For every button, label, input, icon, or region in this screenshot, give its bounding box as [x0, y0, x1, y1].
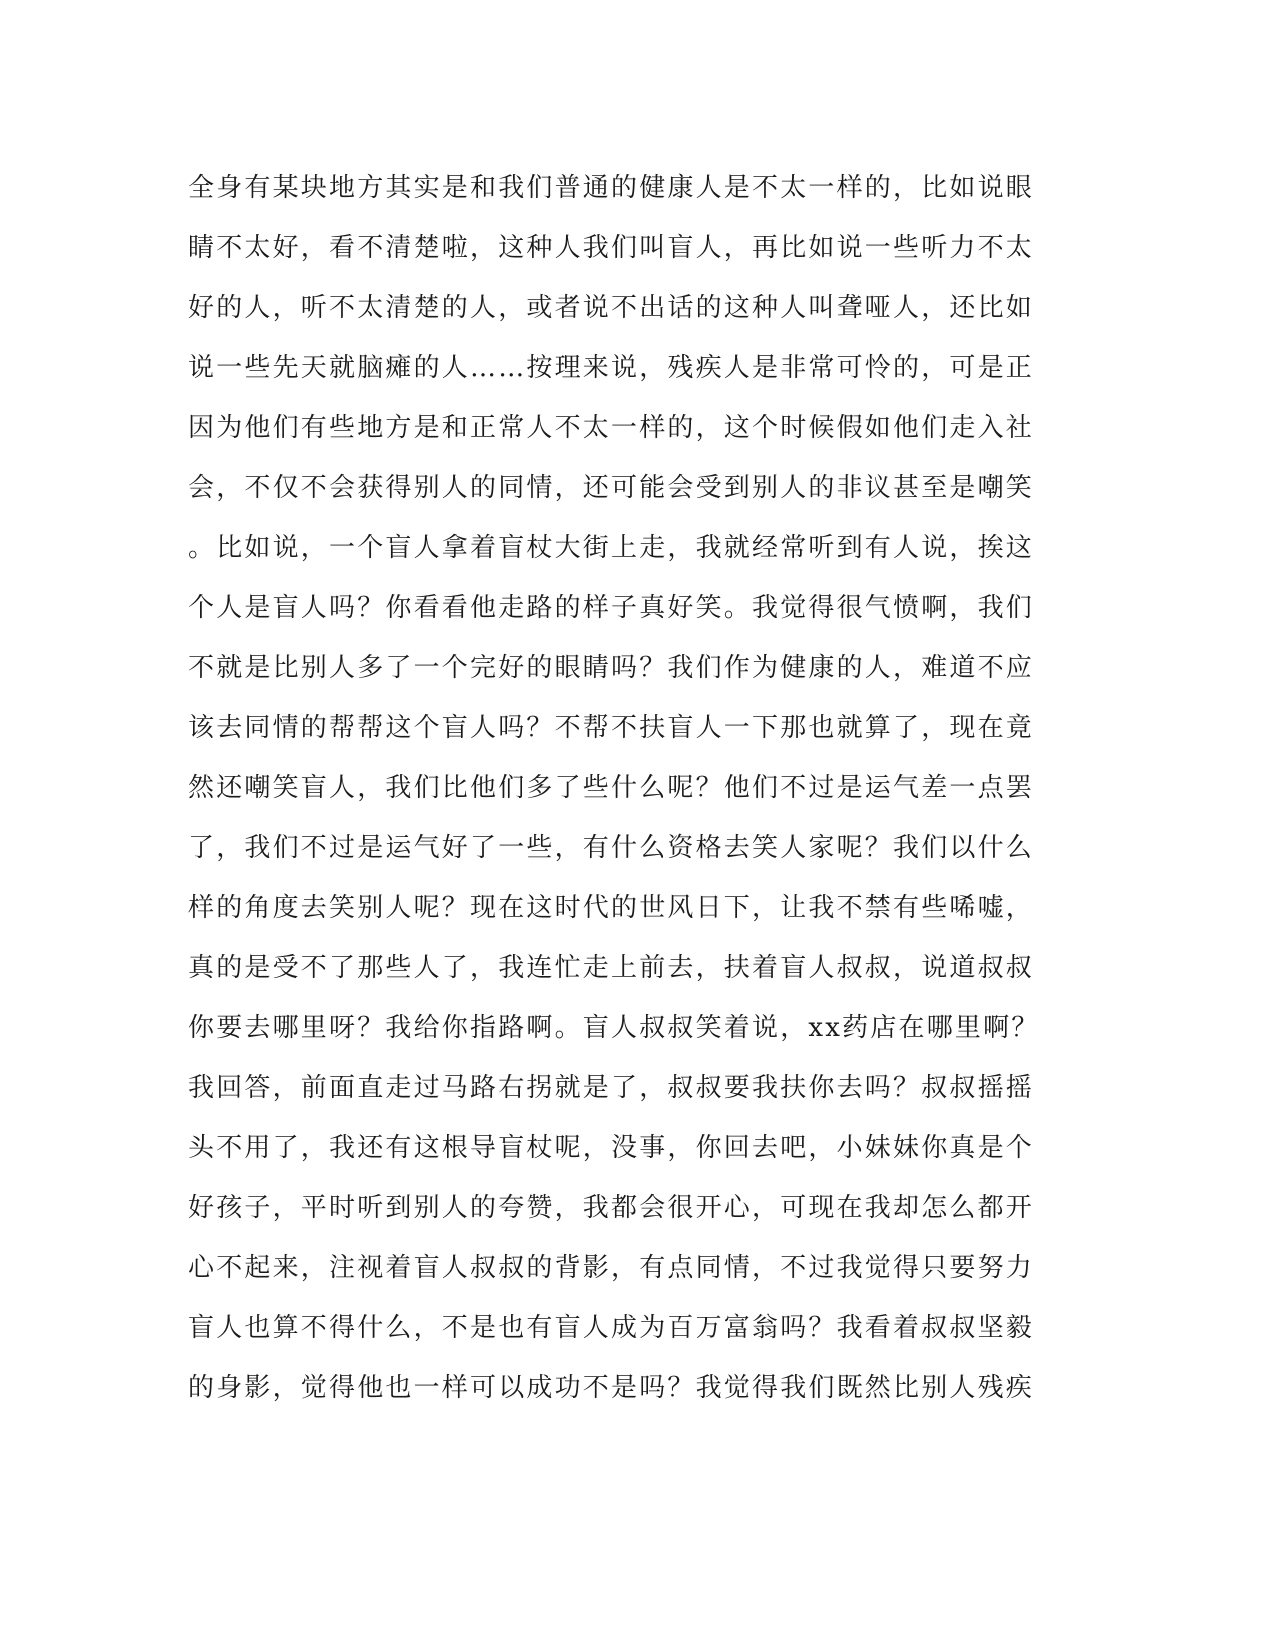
- text-line: 的身影，觉得他也一样可以成功不是吗？我觉得我们既然比别人残疾: [188, 1373, 1035, 1403]
- text-line: 头不用了，我还有这根导盲杖呢，没事，你回去吧，小妹妹你真是个: [188, 1133, 1035, 1163]
- text-line: 睛不太好，看不清楚啦，这种人我们叫盲人，再比如说一些听力不太: [188, 233, 1035, 263]
- text-line: 了，我们不过是运气好了一些，有什么资格去笑人家呢？我们以什么: [188, 833, 1035, 863]
- text-line: 心不起来，注视着盲人叔叔的背影，有点同情，不过我觉得只要努力: [188, 1253, 1035, 1283]
- text-line: 好孩子，平时听到别人的夸赞，我都会很开心，可现在我却怎么都开: [188, 1193, 1035, 1223]
- text-line: 全身有某块地方其实是和我们普通的健康人是不太一样的，比如说眼: [188, 173, 1035, 203]
- text-line: 真的是受不了那些人了，我连忙走上前去，扶着盲人叔叔，说道叔叔: [188, 953, 1035, 983]
- text-line: 盲人也算不得什么，不是也有盲人成为百万富翁吗？我看着叔叔坚毅: [188, 1313, 1035, 1343]
- text-line: 然还嘲笑盲人，我们比他们多了些什么呢？他们不过是运气差一点罢: [188, 773, 1035, 803]
- text-line: 因为他们有些地方是和正常人不太一样的，这个时候假如他们走入社: [188, 413, 1035, 443]
- text-line: 该去同情的帮帮这个盲人吗？不帮不扶盲人一下那也就算了，现在竟: [188, 713, 1035, 743]
- text-line: 我回答，前面直走过马路右拐就是了，叔叔要我扶你去吗？叔叔摇摇: [188, 1073, 1035, 1103]
- text-line: 。比如说，一个盲人拿着盲杖大街上走，我就经常听到有人说，挨这: [188, 533, 1035, 563]
- body-text: [188, 158, 1068, 1418]
- text-line: 好的人，听不太清楚的人，或者说不出话的这种人叫聋哑人，还比如: [188, 293, 1035, 323]
- text-line: 个人是盲人吗？你看看他走路的样子真好笑。我觉得很气愤啊，我们: [188, 593, 1035, 623]
- text-line: 说一些先天就脑瘫的人……按理来说，残疾人是非常可怜的，可是正: [188, 353, 1035, 383]
- text-line: 你要去哪里呀？我给你指路啊。盲人叔叔笑着说，xx药店在哪里啊？: [188, 1013, 1040, 1043]
- text-line: 会，不仅不会获得别人的同情，还可能会受到别人的非议甚至是嘲笑: [188, 473, 1035, 503]
- text-line: 样的角度去笑别人呢？现在这时代的世风日下，让我不禁有些唏嘘，: [188, 893, 1035, 923]
- text-line: 不就是比别人多了一个完好的眼睛吗？我们作为健康的人，难道不应: [188, 653, 1035, 683]
